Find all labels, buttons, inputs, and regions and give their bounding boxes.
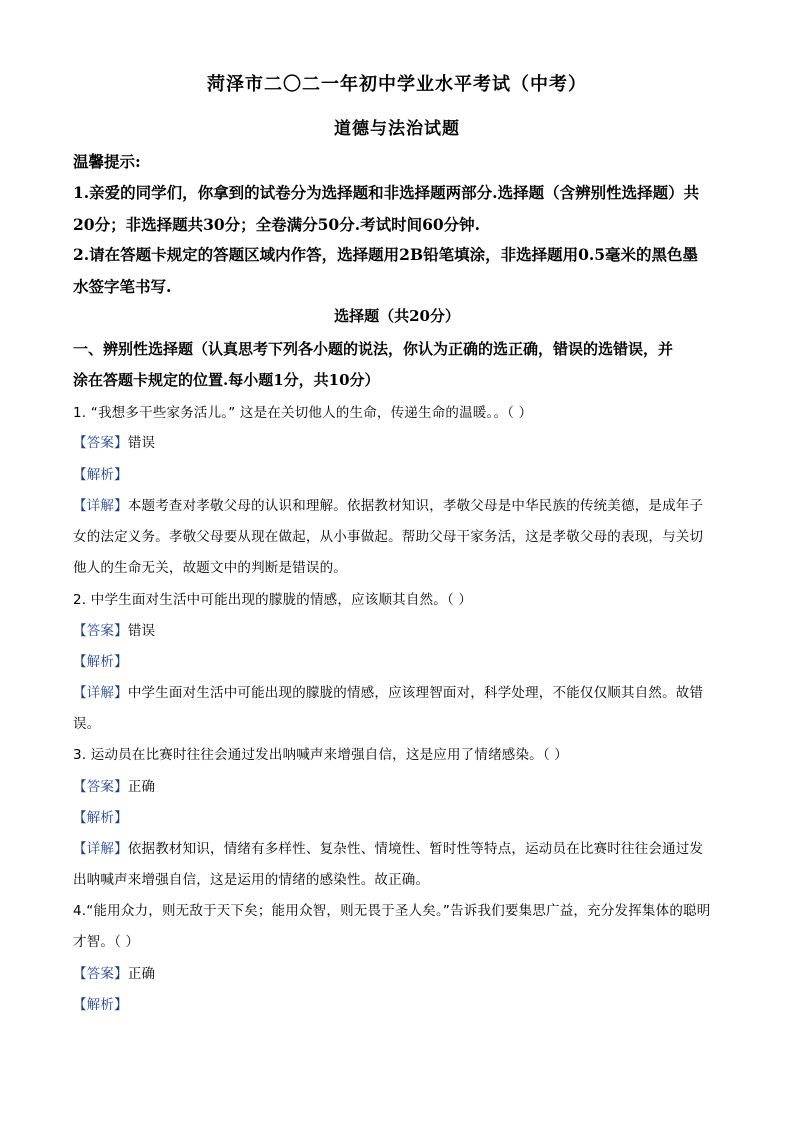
question-3-detail-line-2: 出呐喊声来增强自信，这是运用的情绪的感染性。故正确。 xyxy=(73,872,430,888)
question-4-stem-line-1: 4.“能用众力，则无敌于天下矣；能用众智，则无畏于圣人矣。”告诉我们要集思广益，充分发挥集体的聪明 xyxy=(73,903,711,919)
notice-line-3: 2.请在答题卡规定的答题区域内作答，选择题用2B铅笔填涂，非选择题用0.5毫米的黑色墨 xyxy=(73,245,699,264)
answer-tag: 【答案】 xyxy=(73,623,128,639)
question-3-answer xyxy=(73,775,723,795)
notice-line-4: 水签字笔书写. xyxy=(73,277,172,296)
answer-value: 错误 xyxy=(127,623,156,639)
detail-text: 本题考查对孝敬父母的认识和理解。依据教材知识，孝敬父母是中华民族的传统美德，是成年子 xyxy=(127,498,704,514)
question-1-stem: 1. “我想多干些家务活儿。” 这是在关切他人的生命，传递生命的温暖。。（ ） xyxy=(73,405,533,421)
analysis-tag: 【解析】 xyxy=(73,810,128,826)
notice-line-2: 20分；非选择题共30分；全卷满分50分.考试时间60分钟. xyxy=(73,215,481,234)
question-1-analysis xyxy=(73,463,723,483)
question-2-answer xyxy=(73,619,723,639)
part-instruction-line-1: 一、辨别性选择题（认真思考下列各小题的说法，你认为正确的选正确，错误的选错误，并 xyxy=(73,340,674,358)
detail-tag: 【详解】 xyxy=(73,841,128,857)
question-3-analysis xyxy=(73,806,723,826)
answer-tag: 【答案】 xyxy=(73,435,128,451)
question-2-analysis xyxy=(73,650,723,670)
notice-line-1: 1.亲爱的同学们，你拿到的试卷分为选择题和非选择题两部分.选择题（含辨别性选择题）共 xyxy=(73,183,700,202)
analysis-tag: 【解析】 xyxy=(73,997,128,1013)
answer-tag: 【答案】 xyxy=(73,966,128,982)
question-1-detail-line-3: 他人的生命无关，故题文中的判断是错误的。 xyxy=(73,560,347,576)
analysis-tag: 【解析】 xyxy=(73,654,128,670)
part-instruction-line-2: 涂在答题卡规定的位置.每小题1分，共10分） xyxy=(73,371,380,389)
answer-tag: 【答案】 xyxy=(73,779,128,795)
question-1-answer xyxy=(73,431,723,451)
detail-tag: 【详解】 xyxy=(73,685,128,701)
detail-tag: 【详解】 xyxy=(73,498,128,514)
question-1-detail-line-1 xyxy=(73,494,723,514)
question-4-answer xyxy=(73,962,723,982)
answer-value: 正确 xyxy=(127,966,156,982)
page-title: 菏泽市二〇二一年初中学业水平考试（中考） xyxy=(207,74,587,95)
notice-heading: 温馨提示: xyxy=(73,152,141,171)
question-1-detail-line-2: 女的法定义务。孝敬父母要从现在做起，从小事做起。帮助父母干家务活，这是孝敬父母的表现，与关切 xyxy=(73,529,704,545)
detail-text: 依据教材知识，情绪有多样性、复杂性、情境性、暂时性等特点，运动员在比赛时往往会通过发 xyxy=(127,841,704,857)
question-2-detail-line-2: 误。 xyxy=(73,716,101,732)
page-subtitle: 道德与法治试题 xyxy=(334,119,460,139)
question-3-detail-line-1 xyxy=(73,837,723,857)
question-3-stem: 3. 运动员在比赛时往往会通过发出呐喊声来增强自信，这是应用了情绪感染。（ ） xyxy=(73,747,569,763)
question-2-detail-line-1 xyxy=(73,681,723,701)
analysis-tag: 【解析】 xyxy=(73,467,128,483)
detail-text: 中学生面对生活中可能出现的朦胧的情感，应该理智面对，科学处理，不能仅仅顺其自然。故错 xyxy=(127,685,704,701)
section-heading: 选择题（共20分） xyxy=(334,307,460,325)
question-2-stem: 2. 中学生面对生活中可能出现的朦胧的情感，应该顺其自然。（ ） xyxy=(73,592,473,608)
question-4-stem-line-2: 才智。（ ） xyxy=(73,934,140,950)
answer-value: 正确 xyxy=(127,779,156,795)
question-4-analysis xyxy=(73,993,723,1013)
answer-value: 错误 xyxy=(127,435,156,451)
